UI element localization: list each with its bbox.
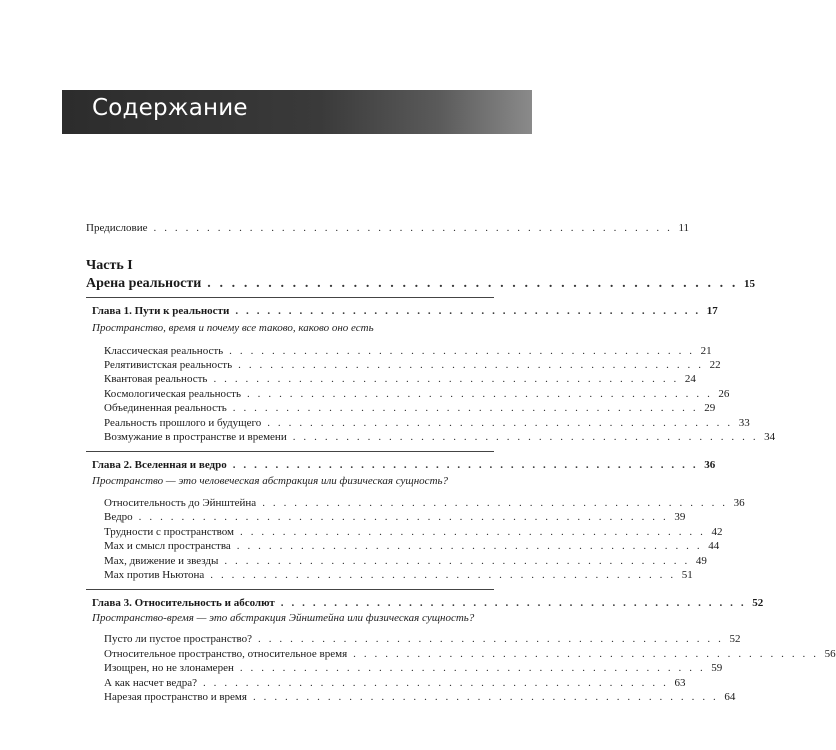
toc-entry-page: 52: [729, 633, 741, 645]
toc-entry-section[interactable]: [104, 569, 693, 581]
toc-entry-page: 44: [708, 540, 720, 552]
toc-entry-section[interactable]: [104, 431, 776, 443]
chapter-divider: [86, 589, 494, 590]
toc-entry-page: 21: [700, 345, 712, 357]
toc-entry-title: Мах против Ньютона: [104, 569, 205, 581]
toc-entry-page: 26: [718, 388, 730, 400]
toc-entry-title: Относительность до Эйнштейна: [104, 497, 257, 509]
toc-entry-page: 64: [724, 691, 736, 703]
dot-leader: . . . . . . . . . . . . . . . . . . . . . . . . . . . . . . . . . . . . . . . . . . . .: [224, 555, 690, 567]
toc-entry-title: Глава 3. Относительность и абсолют: [92, 597, 275, 609]
dot-leader: . . . . . . . . . . . . . . . . . . . . . . . . . . . . . . . . . . . . . . . . . . . .: [267, 417, 733, 429]
toc-entry-section[interactable]: [104, 633, 741, 645]
chapter-subtitle: Пространство-время — это абстракция Эйнштейна или физическая сущность?: [92, 612, 475, 624]
toc-entry-section[interactable]: [104, 511, 686, 523]
toc-entry-title: Арена реальности: [86, 276, 202, 291]
dot-leader: . . . . . . . . . . . . . . . . . . . . . . . . . . . . . . . . . . . . . . . . . . . .: [207, 276, 738, 291]
toc-entry-part-1[interactable]: [86, 276, 755, 292]
dot-leader: . . . . . . . . . . . . . . . . . . . . . . . . . . . . . . . . . . . . . . . . . . . .: [232, 402, 699, 414]
toc-entry-chapter-2[interactable]: [92, 459, 716, 471]
toc-entry-section[interactable]: [104, 497, 745, 509]
toc-entry-section[interactable]: [104, 540, 720, 552]
toc-entry-page: 22: [709, 359, 721, 371]
chapter-divider: [86, 451, 494, 452]
part-divider: [86, 297, 494, 298]
toc-entry-title: Квантовая реальность: [104, 373, 208, 385]
toc-entry-section[interactable]: [104, 526, 723, 538]
toc-entry-section[interactable]: [104, 555, 707, 567]
dot-leader: . . . . . . . . . . . . . . . . . . . . . . . . . . . . . . . . . . . . . . . . . . . .: [258, 633, 724, 645]
chapter-subtitle: Пространство, время и почему все таково, каково оно есть: [92, 322, 374, 334]
dot-leader: . . . . . . . . . . . . . . . . . . . . . . . . . . . . . . . . . . . . . . . . . . . .: [229, 345, 695, 357]
dot-leader: . . . . . . . . . . . . . . . . . . . . . . . . . . . . . . . . . . . . . . . . . . . . . . . . .: [153, 222, 673, 234]
toc-entry-preface[interactable]: [86, 222, 690, 234]
toc-entry-title: Объединенная реальность: [104, 402, 227, 414]
toc-entry-section[interactable]: [104, 662, 723, 674]
toc-entry-page: 33: [738, 417, 750, 429]
dot-leader: . . . . . . . . . . . . . . . . . . . . . . . . . . . . . . . . . . . . . . . . . . . .: [236, 540, 703, 552]
dot-leader: . . . . . . . . . . . . . . . . . . . . . . . . . . . . . . . . . . . . . . . . . . . .: [239, 662, 706, 674]
toc-entry-title: Мах, движение и звезды: [104, 555, 219, 567]
toc-entry-page: 36: [733, 497, 745, 509]
toc-entry-page: 42: [711, 526, 723, 538]
dot-leader: . . . . . . . . . . . . . . . . . . . . . . . . . . . . . . . . . . . . . . . . . . . .: [246, 388, 713, 400]
toc-entry-title: А как насчет ведра?: [104, 677, 197, 689]
contents-header-band: [62, 90, 532, 134]
dot-leader: . . . . . . . . . . . . . . . . . . . . . . . . . . . . . . . . . . . . . . . . . . . .: [202, 677, 669, 689]
toc-entry-section[interactable]: [104, 691, 736, 703]
dot-leader: . . . . . . . . . . . . . . . . . . . . . . . . . . . . . . . . . . . . . . . . . . . .: [238, 359, 704, 371]
toc-entry-title: Предисловие: [86, 222, 148, 234]
toc-entry-title: Ведро: [104, 511, 133, 523]
toc-entry-section[interactable]: [104, 359, 721, 371]
dot-leader: . . . . . . . . . . . . . . . . . . . . . . . . . . . . . . . . . . . . . . . . . . . .: [240, 526, 706, 538]
toc-entry-title: Глава 2. Вселенная и ведро: [92, 459, 227, 471]
dot-leader: . . . . . . . . . . . . . . . . . . . . . . . . . . . . . . . . . . . . . . . . . . . .: [210, 569, 676, 581]
dot-leader: . . . . . . . . . . . . . . . . . . . . . . . . . . . . . . . . . . . . . . . . . . . .: [252, 691, 719, 703]
toc-entry-page: 24: [684, 373, 696, 385]
toc-entry-page: 59: [711, 662, 723, 674]
toc-entry-title: Классическая реальность: [104, 345, 224, 357]
toc-entry-page: 29: [704, 402, 716, 414]
toc-entry-section[interactable]: [104, 388, 730, 400]
dot-leader: . . . . . . . . . . . . . . . . . . . . . . . . . . . . . . . . . . . . . . . . . . . .: [235, 305, 701, 317]
toc-entry-section[interactable]: [104, 345, 712, 357]
toc-entry-chapter-1[interactable]: [92, 305, 718, 317]
toc-entry-section[interactable]: [104, 648, 836, 660]
toc-entry-page: 56: [824, 648, 836, 660]
toc-entry-page: 36: [704, 459, 716, 471]
toc-entry-title: Трудности с пространством: [104, 526, 234, 538]
toc-entry-page: 15: [743, 278, 755, 290]
toc-entry-page: 51: [681, 569, 693, 581]
toc-entry-title: Возмужание в пространстве и времени: [104, 431, 287, 443]
toc-entry-section[interactable]: [104, 677, 686, 689]
dot-leader: . . . . . . . . . . . . . . . . . . . . . . . . . . . . . . . . . . . . . . . . . . . .: [213, 373, 679, 385]
dot-leader: . . . . . . . . . . . . . . . . . . . . . . . . . . . . . . . . . . . . . . . . . . . .: [262, 497, 728, 509]
dot-leader: . . . . . . . . . . . . . . . . . . . . . . . . . . . . . . . . . . . . . . . . . . . . . . . . . .: [138, 511, 669, 523]
toc-entry-title: Мах и смысл пространства: [104, 540, 231, 552]
toc-entry-section[interactable]: [104, 373, 696, 385]
toc-entry-title: Изощрен, но не злонамерен: [104, 662, 234, 674]
dot-leader: . . . . . . . . . . . . . . . . . . . . . . . . . . . . . . . . . . . . . . . . . . . .: [280, 597, 747, 609]
toc-entry-page: 63: [674, 677, 686, 689]
toc-entry-title: Пусто ли пустое пространство?: [104, 633, 253, 645]
toc-entry-page: 39: [674, 511, 686, 523]
toc-entry-section[interactable]: [104, 402, 716, 414]
toc-entry-page: 11: [678, 222, 690, 234]
toc-entry-page: 52: [752, 597, 764, 609]
toc-entry-page: 34: [764, 431, 776, 443]
toc-entry-title: Относительное пространство, относительное время: [104, 648, 348, 660]
toc-entry-page: 17: [706, 305, 718, 317]
toc-entry-page: 49: [695, 555, 707, 567]
chapter-subtitle: Пространство — это человеческая абстракция или физическая сущность?: [92, 475, 449, 487]
toc-entry-section[interactable]: [104, 417, 750, 429]
dot-leader: . . . . . . . . . . . . . . . . . . . . . . . . . . . . . . . . . . . . . . . . . . . .: [292, 431, 759, 443]
toc-entry-title: Глава 1. Пути к реальности: [92, 305, 230, 317]
contents-title: Содержание: [92, 95, 248, 121]
toc-entry-chapter-3[interactable]: [92, 597, 764, 609]
toc-entry-title: Нарезая пространство и время: [104, 691, 247, 703]
toc-entry-title: Релятивистская реальность: [104, 359, 233, 371]
toc-entry-title: Реальность прошлого и будущего: [104, 417, 262, 429]
toc-entry-title: Космологическая реальность: [104, 388, 241, 400]
dot-leader: . . . . . . . . . . . . . . . . . . . . . . . . . . . . . . . . . . . . . . . . . . . .: [353, 648, 819, 660]
dot-leader: . . . . . . . . . . . . . . . . . . . . . . . . . . . . . . . . . . . . . . . . . . . .: [232, 459, 699, 471]
part-label: Часть I: [86, 258, 133, 273]
